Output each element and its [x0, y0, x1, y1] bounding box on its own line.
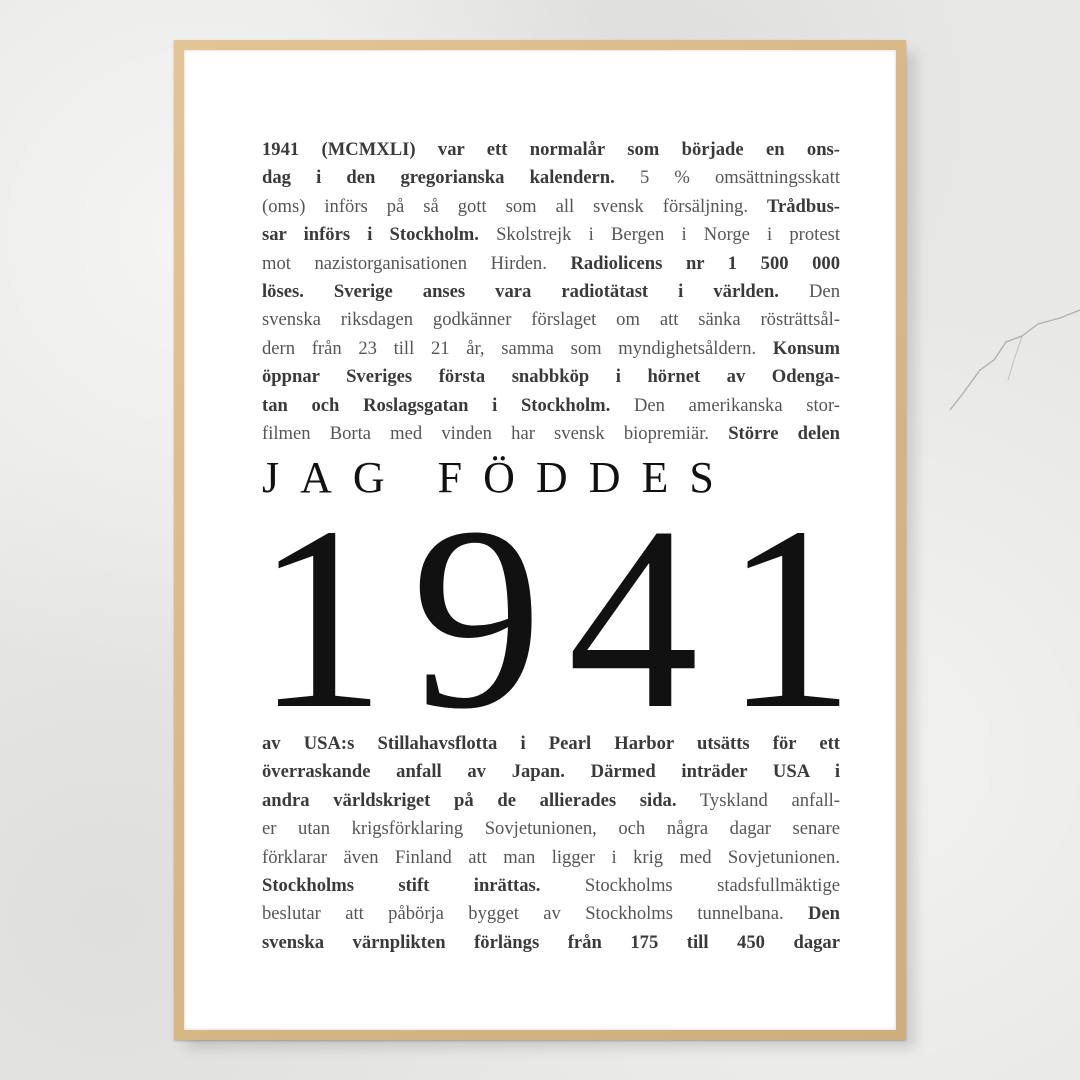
fact-text: Skolstrejk i Bergen i Norge i protest — [478, 224, 840, 246]
bold-fact: överraskande anfall av Japan. Därmed inträder USA i — [262, 761, 840, 783]
bold-fact: andra världskriget på de allierades sida. — [262, 789, 677, 811]
text-line — [262, 363, 840, 391]
bold-fact: Större delen — [728, 423, 840, 445]
fact-text: svenska riksdagen godkänner förslaget om att sänka rösträttsål- — [262, 309, 840, 331]
bold-fact: Stockholms stift inrättas. — [262, 875, 541, 897]
bold-fact: Trådbus- — [766, 195, 840, 217]
bold-fact: Radiolicens nr 1 500 000 — [570, 252, 841, 274]
text-line — [262, 900, 840, 928]
text-line — [262, 193, 840, 221]
facts-text-top — [262, 136, 840, 448]
text-line — [262, 815, 840, 843]
fact-text: Tyskland anfall- — [676, 789, 840, 811]
text-line — [262, 278, 840, 306]
bold-fact: Den — [807, 903, 840, 925]
year-text: 1941 — [255, 510, 855, 720]
bold-fact: öppnar Sveriges första snabbköp i hörnet av Odenga- — [262, 366, 840, 388]
year-numerals — [250, 510, 860, 720]
bold-fact: dag i den gregorianska kalendern. — [262, 167, 615, 189]
fact-text: dern från 23 till 21 år, samma som myndighetsåldern. — [262, 337, 773, 359]
facts-text-bottom — [262, 730, 840, 957]
fact-text: Den — [778, 281, 840, 303]
text-line — [262, 335, 840, 363]
bold-fact: löses. Sverige anses vara radiotätast i världen. — [262, 281, 779, 303]
fact-text: 5 % omsättningsskatt — [614, 167, 840, 189]
headline: JAG FÖDDES — [262, 453, 735, 502]
text-line — [262, 844, 840, 872]
text-line — [262, 392, 840, 420]
bold-fact: Konsum — [772, 337, 840, 359]
text-line — [262, 929, 840, 957]
text-line — [262, 420, 840, 448]
text-line — [262, 136, 840, 164]
bold-fact: 1941 (MCMXLI) var ett normalår som började en ons- — [262, 139, 840, 160]
bold-fact: tan och Roslagsgatan i Stockholm. — [262, 394, 611, 416]
fact-text: förklarar även Finland att man ligger i krig med Sovjetunionen. — [262, 846, 840, 868]
fact-text: (oms) införs på så gott som all svensk försäljning. — [262, 195, 767, 217]
poster-paper — [184, 50, 896, 1030]
fact-text: er utan krigsförklaring Sovjetunionen, och några dagar senare — [262, 818, 840, 840]
poster-frame — [174, 40, 906, 1040]
text-line — [262, 221, 840, 249]
text-line — [262, 872, 840, 900]
bold-fact: sar införs i Stockholm. — [262, 224, 479, 246]
bold-fact: av USA:s Stillahavsflotta i Pearl Harbor utsätts för ett — [262, 733, 840, 754]
text-line — [262, 250, 840, 278]
text-line — [262, 787, 840, 815]
text-line — [262, 758, 840, 786]
fact-text: mot nazistorganisationen Hirden. — [262, 252, 571, 274]
text-line — [262, 306, 840, 334]
wall-crack — [910, 300, 1080, 500]
fact-text: Stockholms stadsfullmäktige — [540, 875, 840, 897]
bold-fact: svenska värnplikten förlängs från 175 till 450 dagar — [262, 931, 840, 953]
fact-text: beslutar att påbörja bygget av Stockholms tunnelbana. — [262, 903, 808, 925]
text-line — [262, 164, 840, 192]
text-line — [262, 730, 840, 758]
fact-text: Den amerikanska stor- — [610, 394, 840, 416]
fact-text: filmen Borta med vinden har svensk biopremiär. — [262, 423, 729, 445]
